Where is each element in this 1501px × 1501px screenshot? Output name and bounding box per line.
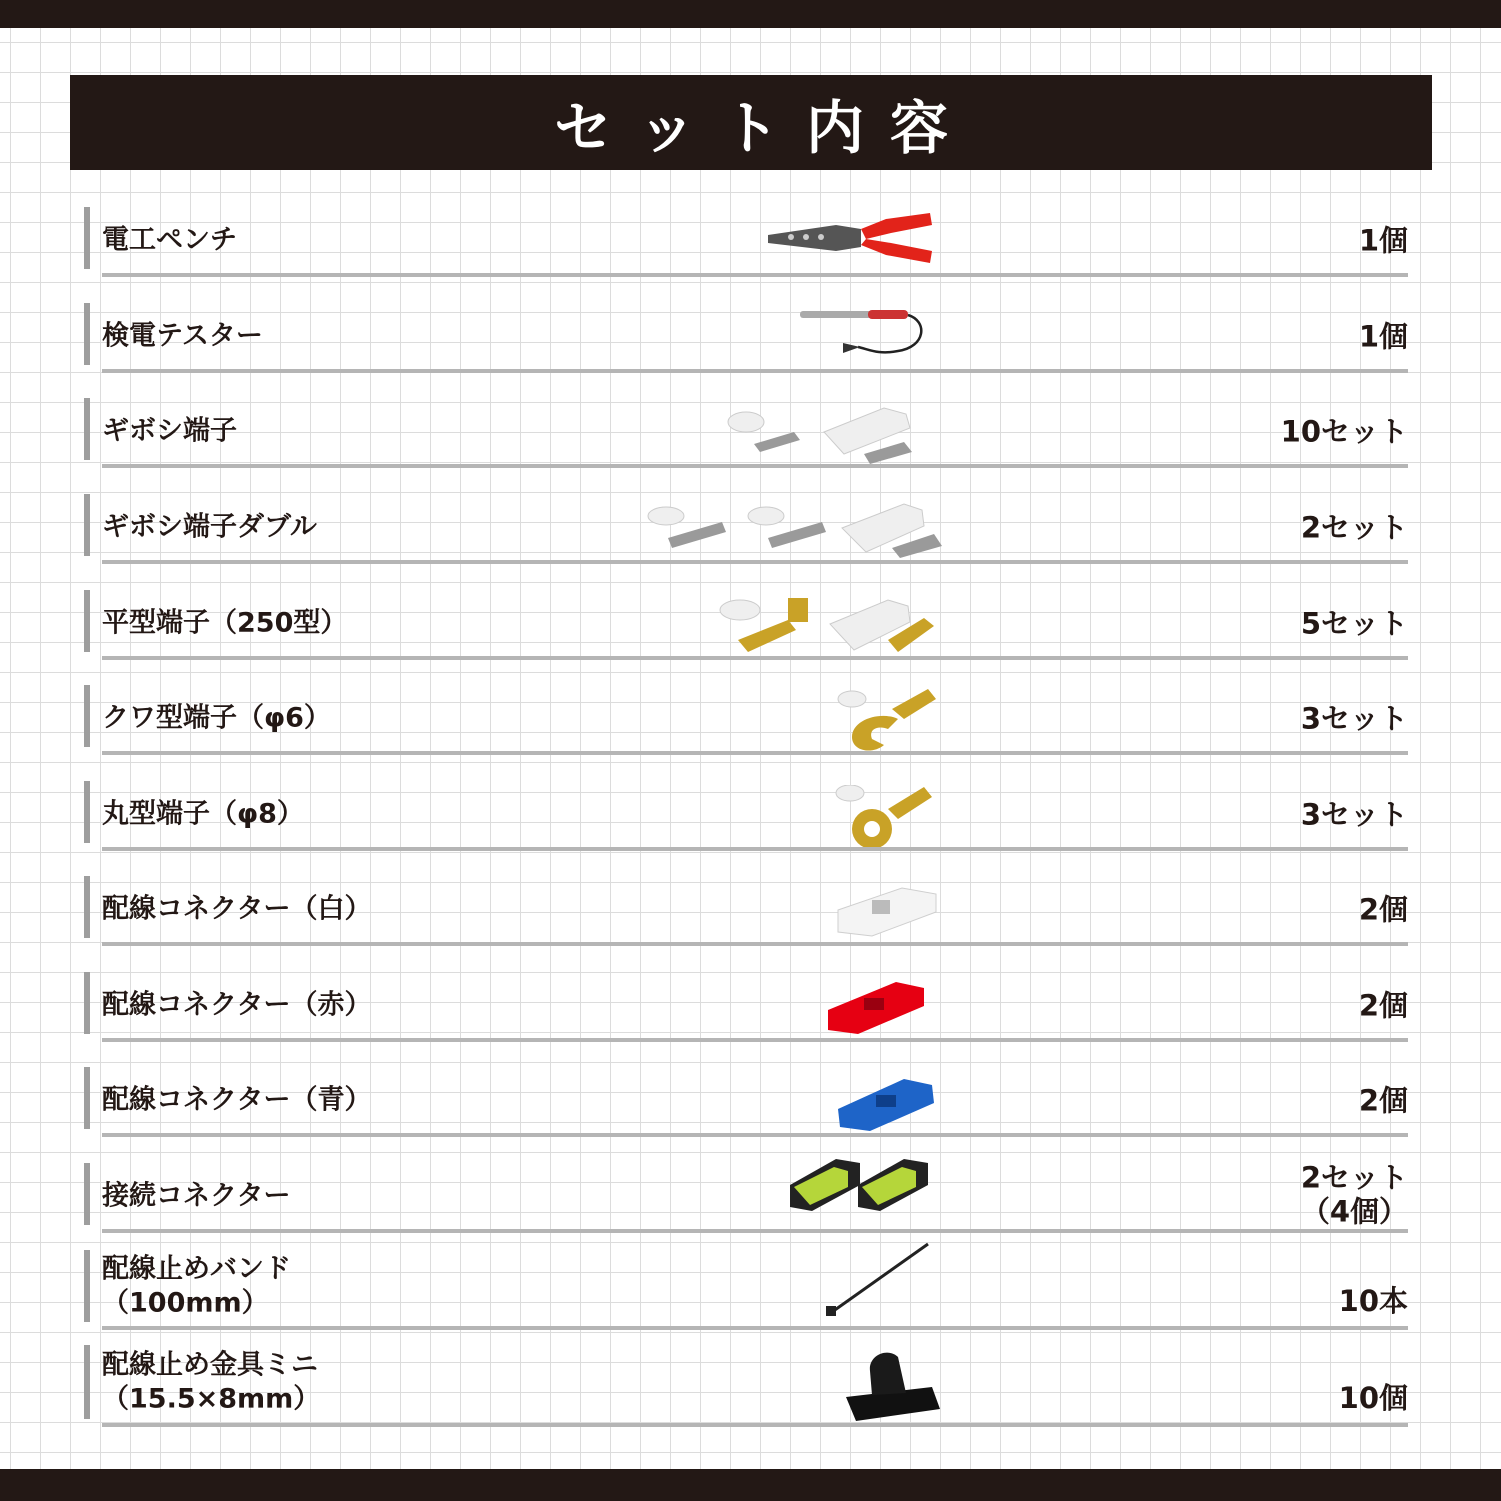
bullet-terminal-icon [724, 402, 934, 466]
list-item [84, 781, 1408, 851]
item-quantity: 1個 [1358, 223, 1408, 258]
row-accent-bar [84, 876, 90, 938]
flat-terminal-icon [718, 594, 948, 658]
item-quantity: 2個 [1358, 988, 1408, 1023]
item-quantity: 10セット [1280, 414, 1408, 449]
list-item [84, 590, 1408, 660]
list-item [84, 685, 1408, 755]
row-divider [102, 1133, 1408, 1137]
double-bullet-terminal-icon [642, 498, 952, 562]
row-accent-bar [84, 590, 90, 652]
item-quantity: 3セット [1300, 797, 1408, 832]
item-name: 検電テスター [102, 320, 263, 352]
row-divider [102, 942, 1408, 946]
item-name: クワ型端子（φ6） [102, 702, 331, 734]
item-quantity: 2セット [1300, 510, 1408, 545]
item-quantity: 3セット [1300, 701, 1408, 736]
fork-terminal-icon [832, 689, 942, 755]
row-accent-bar [84, 1163, 90, 1225]
white-wire-connector-icon [832, 880, 942, 946]
row-accent-bar [84, 207, 90, 269]
row-divider [102, 273, 1408, 277]
item-quantity: 5セット [1300, 606, 1408, 641]
page-title: セット内容 [70, 75, 1432, 170]
row-accent-bar [84, 1067, 90, 1129]
cable-clip-icon [842, 1349, 952, 1425]
bottom-border-bar [0, 1469, 1501, 1501]
item-quantity: 10本 [1338, 1284, 1408, 1318]
row-accent-bar [84, 685, 90, 747]
row-accent-bar [84, 494, 90, 556]
row-divider [102, 1326, 1408, 1330]
row-accent-bar [84, 1250, 90, 1322]
circuit-tester-icon [798, 307, 928, 365]
list-item [84, 876, 1408, 946]
row-divider [102, 1038, 1408, 1042]
row-divider [102, 560, 1408, 564]
row-divider [102, 464, 1408, 468]
list-item [84, 494, 1408, 564]
row-accent-bar [84, 398, 90, 460]
list-item [84, 1160, 1408, 1233]
row-divider [102, 369, 1408, 373]
row-accent-bar [84, 1345, 90, 1419]
cable-tie-icon [824, 1240, 934, 1320]
item-quantity: 2セット （4個） [1300, 1160, 1408, 1229]
junction-connector-icon [786, 1145, 936, 1225]
list-item [84, 1345, 1408, 1427]
row-divider [102, 1423, 1408, 1427]
list-item [84, 207, 1408, 277]
row-divider [102, 656, 1408, 660]
crimping-pliers-icon [766, 211, 936, 267]
row-divider [102, 1229, 1408, 1233]
item-name: 平型端子（250型） [102, 607, 348, 639]
list-item [84, 1250, 1408, 1330]
row-accent-bar [84, 303, 90, 365]
item-name: ギボシ端子ダブル [102, 511, 317, 543]
row-accent-bar [84, 781, 90, 843]
item-quantity: 10個 [1338, 1381, 1408, 1415]
item-quantity: 2個 [1358, 1083, 1408, 1118]
row-divider [102, 751, 1408, 755]
list-item [84, 1067, 1408, 1137]
row-accent-bar [84, 972, 90, 1034]
item-name: 配線止めバンド （100mm） [102, 1253, 291, 1319]
blue-wire-connector-icon [834, 1071, 944, 1137]
item-name: 配線コネクター（赤） [102, 989, 372, 1021]
list-item [84, 972, 1408, 1042]
item-name: 配線コネクター（白） [102, 893, 372, 925]
item-quantity: 1個 [1358, 319, 1408, 354]
item-name: 配線止め金具ミニ （15.5×8mm） [102, 1349, 321, 1415]
ring-terminal-icon [832, 785, 942, 851]
item-name: 電工ペンチ [102, 224, 237, 256]
list-item [84, 398, 1408, 468]
item-name: 接続コネクター [102, 1180, 291, 1212]
item-quantity: 2個 [1358, 892, 1408, 927]
row-divider [102, 847, 1408, 851]
item-name: ギボシ端子 [102, 415, 237, 447]
list-item [84, 303, 1408, 373]
item-name: 丸型端子（φ8） [102, 798, 304, 830]
item-name: 配線コネクター（青） [102, 1084, 372, 1116]
red-wire-connector-icon [824, 976, 934, 1042]
